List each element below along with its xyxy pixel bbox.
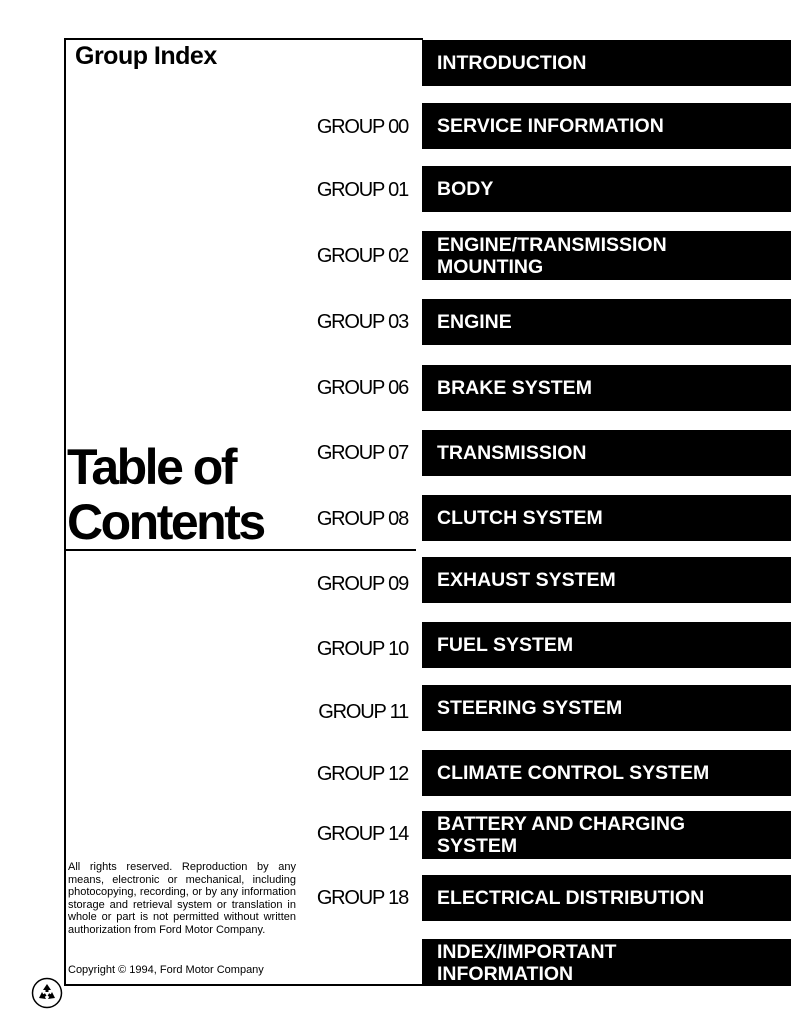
rights-notice: All rights reserved. Reproduction by any means, electronic or mechanical, including photocopying, recording, or by any information storage and retrieval system or translation in whole or part is not permitted without written authorization from Ford Motor Company. — [68, 861, 296, 936]
section-label: TRANSMISSION — [437, 442, 587, 464]
frame-top-rule — [65, 38, 423, 40]
section-label: BRAKE SYSTEM — [437, 377, 592, 399]
page-title-line-1: Table of — [67, 439, 235, 495]
copyright-notice: Copyright © 1994, Ford Motor Company — [68, 964, 264, 976]
section-clutch-system[interactable] — [422, 495, 791, 541]
section-label: ENGINE — [437, 311, 512, 333]
section-electrical-distribution[interactable] — [422, 875, 791, 921]
group-number-11: GROUP 11 — [318, 701, 408, 723]
section-label: STEERING SYSTEM — [437, 697, 623, 719]
section-label: INTRODUCTION — [437, 52, 587, 74]
page-title-line-2: Contents — [67, 494, 264, 550]
section-brake-system[interactable] — [422, 365, 791, 411]
group-number-06: GROUP 06 — [316, 377, 408, 399]
group-number-18: GROUP 18 — [316, 887, 408, 909]
section-battery-and-charging-system[interactable] — [422, 811, 791, 859]
group-number-01: GROUP 01 — [316, 179, 408, 201]
section-engine-transmission-mounting[interactable] — [422, 231, 791, 280]
section-label: ELECTRICAL DISTRIBUTION — [437, 887, 705, 909]
group-number-03: GROUP 03 — [316, 311, 408, 333]
section-engine[interactable] — [422, 299, 791, 345]
group-number-02: GROUP 02 — [316, 245, 408, 267]
section-label: EXHAUST SYSTEM — [437, 569, 616, 591]
section-label: BATTERY AND CHARGING SYSTEM — [437, 813, 686, 857]
section-service-information[interactable] — [422, 103, 791, 149]
section-fuel-system[interactable] — [422, 622, 791, 668]
section-label: CLUTCH SYSTEM — [437, 507, 603, 529]
group-number-09: GROUP 09 — [316, 573, 408, 595]
section-index-important-information[interactable] — [422, 939, 791, 986]
group-index-heading: Group Index — [75, 42, 217, 70]
section-transmission[interactable] — [422, 430, 791, 476]
section-steering-system[interactable] — [422, 685, 791, 731]
group-number-14: GROUP 14 — [316, 823, 408, 845]
section-label: INDEX/IMPORTANT INFORMATION — [437, 940, 617, 985]
frame-bottom-rule — [64, 984, 422, 986]
section-label: SERVICE INFORMATION — [437, 115, 664, 137]
frame-left-rule — [64, 38, 66, 986]
section-body[interactable] — [422, 166, 791, 212]
recycle-icon — [31, 977, 63, 1009]
section-introduction[interactable] — [422, 40, 791, 86]
section-climate-control-system[interactable] — [422, 750, 791, 796]
group-number-12: GROUP 12 — [316, 763, 408, 785]
page-title — [67, 440, 264, 550]
section-label: ENGINE/TRANSMISSION MOUNTING — [437, 233, 667, 278]
section-exhaust-system[interactable] — [422, 557, 791, 603]
group-number-08: GROUP 08 — [316, 508, 408, 530]
group-number-07: GROUP 07 — [316, 442, 408, 464]
group-number-00: GROUP 00 — [316, 116, 408, 138]
section-label: BODY — [437, 178, 494, 200]
section-label: FUEL SYSTEM — [437, 634, 574, 656]
section-label: CLIMATE CONTROL SYSTEM — [437, 762, 710, 784]
group-number-10: GROUP 10 — [316, 638, 408, 660]
